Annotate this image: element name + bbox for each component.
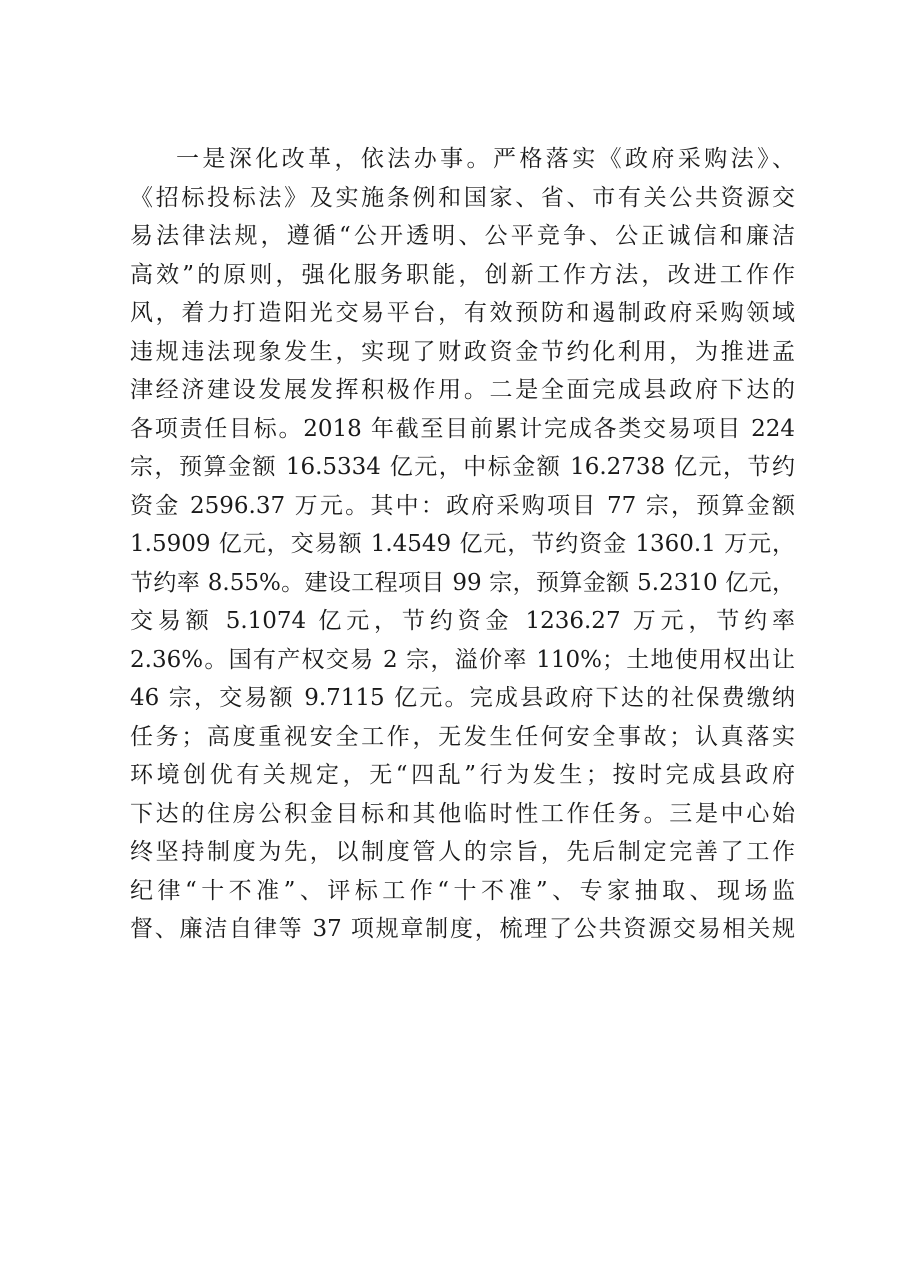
text-line: 资金 2596.37 万元。其中：政府采购项目 77 宗，预算金额: [130, 492, 795, 519]
text-line: 宗，预算金额 16.5334 亿元，中标金额 16.2738 亿元，节约: [130, 454, 795, 480]
text-line: 《招标投标法》及实施条例和国家、省、市有关公共资源交: [130, 184, 795, 211]
text-line: 一是深化改革，依法办事。严格落实《政府采购法》、: [176, 146, 795, 172]
text-line: 各项责任目标。2018 年截至目前累计完成各类交易项目 224: [130, 415, 795, 442]
text-line: 任务；高度重视安全工作，无发生任何安全事故；认真落实: [130, 723, 795, 750]
text-line: 督、廉洁自律等 37 项规章制度，梳理了公共资源交易相关规: [130, 916, 795, 942]
text-line: 交易额 5.1074 亿元，节约资金 1236.27 万元，节约率: [130, 608, 795, 634]
text-line: 46 宗，交易额 9.7115 亿元。完成县政府下达的社保费缴纳: [130, 685, 795, 711]
text-line: 高效”的原则，强化服务职能，创新工作方法，改进工作作: [130, 261, 795, 288]
text-line: 纪律“十不准”、评标工作“十不准”、专家抽取、现场监: [130, 877, 795, 904]
body-paragraph: [130, 140, 795, 949]
text-line: 易法律法规，遵循“公开透明、公平竞争、公正诚信和廉洁: [130, 223, 795, 249]
text-line: 风，着力打造阳光交易平台，有效预防和遏制政府采购领域: [130, 300, 795, 326]
text-line: 违规违法现象发生，实现了财政资金节约化利用，为推进孟: [130, 338, 795, 365]
text-line: 1.5909 亿元，交易额 1.4549 亿元，节约资金 1360.1 万元，: [130, 531, 795, 557]
text-line: 节约率 8.55%。建设工程项目 99 宗，预算金额 5.2310 亿元，: [130, 569, 795, 596]
text-line: 2.36%。国有产权交易 2 宗，溢价率 110%；土地使用权出让: [130, 646, 795, 673]
text-line: 环境创优有关规定，无“四乱”行为发生；按时完成县政府: [130, 762, 795, 788]
text-line: 下达的住房公积金目标和其他临时性工作任务。三是中心始: [130, 800, 795, 827]
text-line: 终坚持制度为先，以制度管人的宗旨，先后制定完善了工作: [130, 839, 795, 865]
text-line: 津经济建设发展发挥积极作用。二是全面完成县政府下达的: [130, 377, 795, 403]
